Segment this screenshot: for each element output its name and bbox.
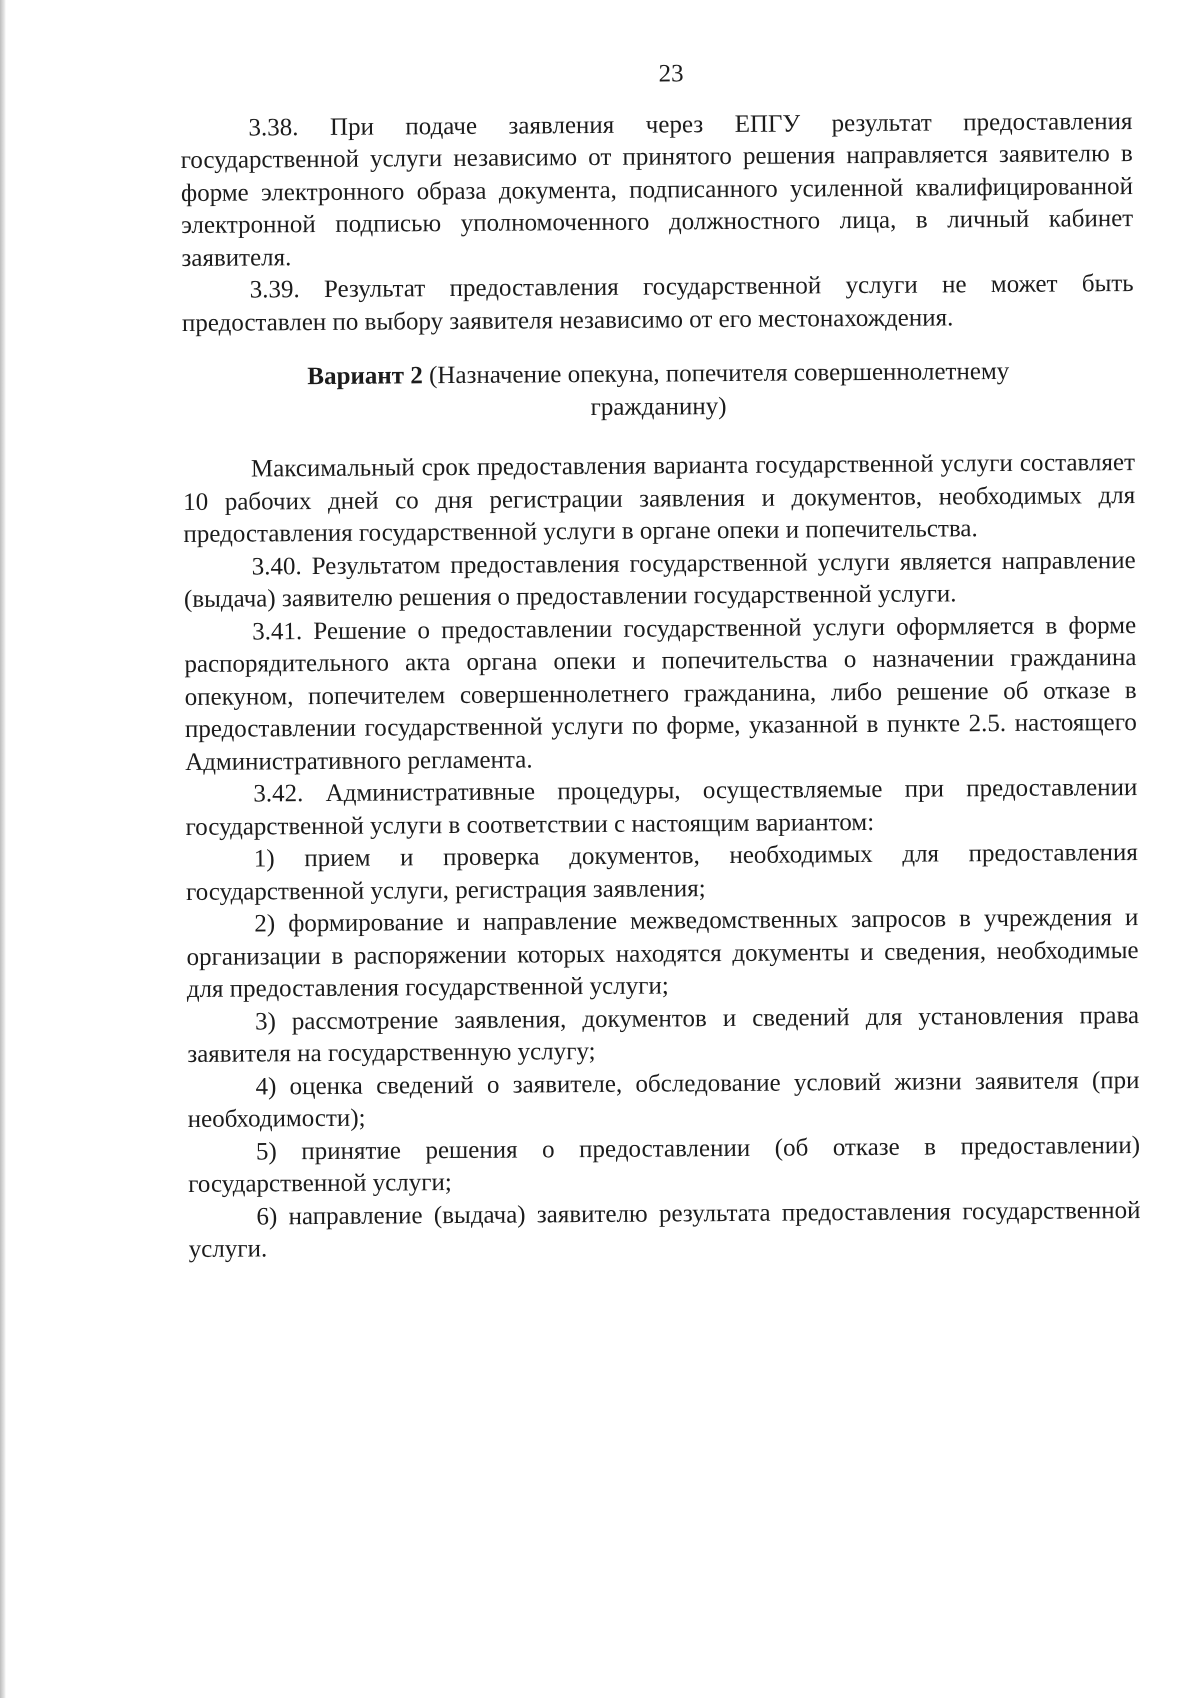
paragraph-3-38: 3.38. При подаче заявления через ЕПГУ результат предоставления государственной услуги независимо от принятого решения направляется заявителю в форме электронного образа документа, подписанного усиленной квалифицированной электронной подписью уполномоченного должностного лица, в личный кабинет заявителя. <box>180 107 1134 272</box>
procedure-item-5: 5) принятие решения о предоставлении (об отказе в предоставлении) государственной услуги; <box>188 1131 1141 1198</box>
scan-left-edge <box>0 0 6 1698</box>
paragraph-3-39: 3.39. Результат предоставления государственной услуги не может быть предоставлен по выбору заявителя независимо от его местонахождения. <box>181 270 1134 337</box>
procedure-item-4: 4) оценка сведений о заявителе, обследование условий жизни заявителя (при необходимости); <box>187 1066 1140 1133</box>
procedure-item-2: 2) формирование и направление межведомственных запросов в учреждения и организации в распоряжении которых находятся документы и сведения, необходимые для предоставления государственной услуги; <box>186 903 1139 1003</box>
page-number: 23 <box>658 60 684 88</box>
variant-heading <box>242 355 1074 426</box>
paragraph-max-term: Максимальный срок предоставления варианта государственной услуги составляет 10 рабочих дней со дня регистрации заявления и документов, необходимых для предоставления государственной услуги в органе опеки и попечительства. <box>183 449 1136 548</box>
procedures-list <box>186 837 1141 1266</box>
procedure-item-6: 6) направление (выдача) заявителю результата предоставления государственной услуги. <box>188 1196 1141 1263</box>
paragraph-3-40: 3.40. Результатом предоставления государственной услуги является направление (выдача) заявителю решения о предоставлении государственной услуги. <box>183 546 1136 613</box>
procedure-item-3: 3) рассмотрение заявления, документов и сведений для установления права заявителя на государственную услугу; <box>187 1001 1140 1068</box>
paragraph-3-41: 3.41. Решение о предоставлении государственной услуги оформляется в форме распорядительного акта органа опеки и попечительства о назначении гражданина опекуном, попечителем совершеннолетнего гражданина, либо решение об отказе в предоставлении государственной услуги по форме, указанной в пункте 2.5. настоящего Административного регламента. <box>184 611 1137 776</box>
variant-heading-text: (Назначение опекуна, попечителя совершеннолетнему гражданину) <box>422 357 1010 421</box>
paragraph-3-42: 3.42. Административные процедуры, осуществляемые при предоставлении государственной услуги в соответствии с настоящим вариантом: <box>185 774 1138 841</box>
document-page <box>180 55 1141 1266</box>
variant-heading-bold: Вариант 2 <box>307 362 423 391</box>
procedure-item-1: 1) прием и проверка документов, необходимых для предоставления государственной услуги, регистрация заявления; <box>185 839 1138 906</box>
